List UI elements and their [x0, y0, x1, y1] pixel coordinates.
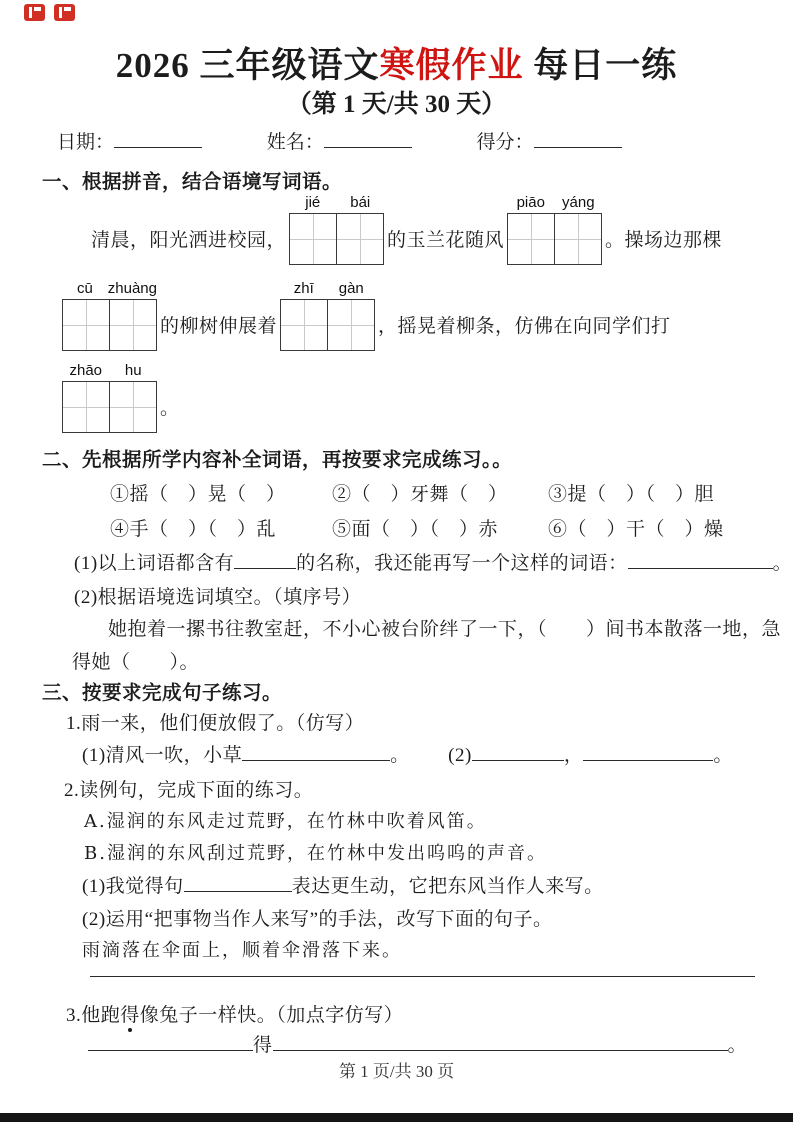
writing-cell[interactable] — [508, 214, 554, 264]
title-highlight: 寒假作业 — [379, 46, 524, 85]
idiom-item: ②（ ）牙舞（ ） — [332, 484, 508, 505]
idiom-item: ⑤面（ ）（ ）赤 — [332, 519, 499, 540]
section3-item2-q2: (2)运用“把事物当作人来写”的手法，改写下面的句子。 — [82, 909, 553, 930]
score-label: 得分： — [476, 132, 534, 153]
section3-item3-blanks: 得 。 — [88, 1030, 747, 1057]
idiom-item: ④手（ ）（ ）乱 — [110, 519, 277, 540]
writing-grid[interactable] — [289, 213, 384, 265]
writing-cell[interactable] — [336, 214, 383, 264]
answer-blank[interactable] — [628, 550, 773, 569]
writing-grid[interactable] — [62, 299, 157, 351]
pinyin-label: zhī gàn — [293, 280, 364, 297]
idiom-item: ③提（ ）（ ）胆 — [548, 484, 715, 505]
date-blank[interactable] — [114, 129, 202, 148]
writing-grid[interactable] — [62, 381, 157, 433]
s1-text-after-box2: 。操场边那棵 — [605, 230, 723, 251]
writing-cell[interactable] — [109, 382, 156, 432]
section1-row1 — [88, 192, 725, 265]
section3-item1-blanks: (1)清风一吹，小草 。 (2) ， 。 — [82, 740, 733, 767]
answer-line[interactable] — [90, 976, 755, 977]
answer-blank[interactable] — [472, 742, 564, 761]
score-field — [477, 127, 622, 154]
title-part2: 每日一练 — [523, 46, 678, 85]
name-field — [267, 127, 412, 154]
writing-cell[interactable] — [63, 300, 109, 350]
answer-blank[interactable] — [242, 742, 390, 761]
section1-row3 — [62, 360, 183, 433]
pinyin-writing-box — [280, 278, 375, 351]
answer-blank[interactable] — [234, 550, 296, 569]
writing-grid[interactable] — [280, 299, 375, 351]
s1-text-after-box1: 的玉兰花随风 — [387, 230, 505, 251]
writing-cell[interactable] — [554, 214, 601, 264]
date-label: 日期： — [57, 132, 115, 153]
s1-text-after-box3: 的柳树伸展着 — [160, 316, 278, 337]
pinyin-writing-box — [62, 360, 157, 433]
s1-text-after-box4: ，摇晃着柳条，仿佛在向同学们打 — [378, 316, 671, 337]
date-field — [57, 127, 202, 154]
answer-blank[interactable] — [184, 873, 292, 892]
section3-item1: 1.雨一来，他们便放假了。（仿写） — [66, 713, 365, 734]
pinyin-writing-box — [289, 192, 384, 265]
example-sentence-a: A.湿润的东风走过荒野，在竹林中吹着风笛。 — [84, 811, 487, 832]
section3-heading: 三、按要求完成句子练习。 — [42, 683, 283, 704]
section2-q1: (1)以上词语都含有 的名称，我还能再写一个这样的词语： 。 — [74, 548, 792, 575]
pinyin-label: piāo yáng — [516, 194, 595, 211]
writing-cell[interactable] — [281, 300, 327, 350]
section3-item2: 2.读例句，完成下面的练习。 — [64, 780, 314, 801]
info-row — [57, 127, 682, 154]
bottom-bar — [0, 1113, 793, 1122]
page-number: 第 1 页/共 30 页 — [338, 1062, 455, 1081]
idiom-item: ①摇（ ）晃（ ） — [110, 484, 286, 505]
red-seal-icon — [24, 4, 45, 21]
writing-cell[interactable] — [290, 214, 336, 264]
pinyin-label: jié bái — [305, 194, 371, 211]
section1-heading: 一、根据拼音，结合语境写词语。 — [42, 172, 343, 193]
answer-blank[interactable] — [583, 742, 713, 761]
s1-text-lead: 清晨，阳光洒进校园， — [91, 230, 287, 251]
rewrite-source-sentence: 雨滴落在伞面上，顺着伞滑落下来。 — [82, 940, 402, 961]
red-seal-icon — [54, 4, 75, 21]
writing-cell[interactable] — [63, 382, 109, 432]
writing-grid[interactable] — [507, 213, 602, 265]
section3-item3: 3.他跑得像兔子一样快。（加点字仿写） — [66, 1000, 403, 1027]
idiom-item: ⑥（ ）干（ ）燥 — [548, 519, 724, 540]
score-blank[interactable] — [534, 129, 622, 148]
pinyin-writing-box — [62, 278, 157, 351]
section2-q2-line1: 她抱着一摞书往教室赶，不小心被台阶绊了一下，（ ）间书本散落一地，急 — [108, 619, 782, 640]
pinyin-label: zhāo hu — [69, 362, 142, 379]
answer-blank[interactable] — [88, 1032, 253, 1051]
name-label: 姓名： — [266, 132, 324, 153]
pinyin-writing-box — [507, 192, 602, 265]
section1-row2 — [62, 278, 674, 351]
name-blank[interactable] — [324, 129, 412, 148]
page-title — [0, 38, 793, 88]
section2-q2-line2: 得她（ ）。 — [72, 652, 200, 673]
section3-item2-q1: (1)我觉得句 表达更生动，它把东风当作人来写。 — [82, 871, 604, 898]
pinyin-label: cū zhuàng — [76, 280, 157, 297]
example-sentence-b: B.湿润的东风刮过荒野，在竹林中发出呜呜的声音。 — [84, 843, 547, 864]
title-part1: 2026 三年级语文 — [115, 46, 380, 85]
page-subtitle: （第 1 天/共 30 天） — [286, 91, 507, 118]
writing-cell[interactable] — [327, 300, 374, 350]
s1-text-after-box5: 。 — [160, 398, 180, 419]
corner-icons — [24, 4, 84, 26]
section2-heading: 二、先根据所学内容补全词语，再按要求完成练习。。 — [42, 450, 513, 471]
writing-cell[interactable] — [109, 300, 156, 350]
answer-blank[interactable] — [273, 1032, 728, 1051]
section2-q2: (2)根据语境选词填空。（填序号） — [74, 587, 362, 608]
dotted-character: 得 — [120, 1000, 140, 1027]
